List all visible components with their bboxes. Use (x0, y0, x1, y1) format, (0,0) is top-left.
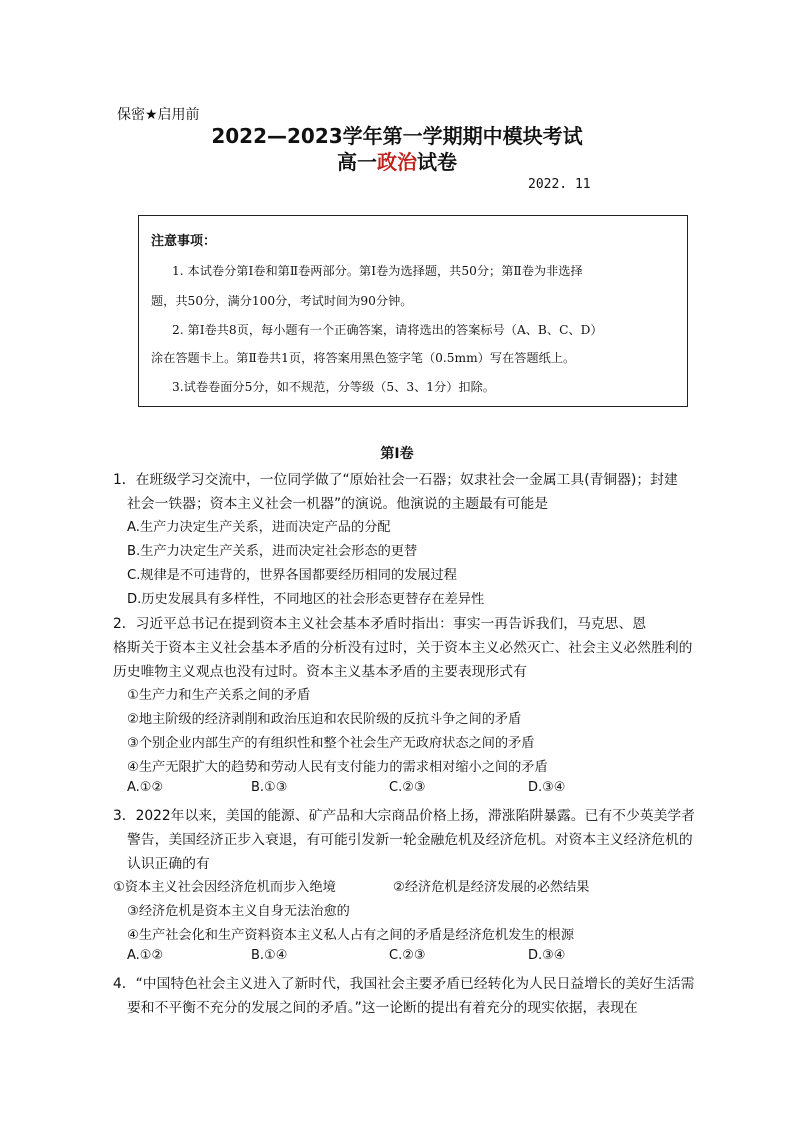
question-4-stem-line: 4．“中国特色社会主义进入了新时代，我国社会主要矛盾已经转化为人民日益增长的美好生活需 (113, 976, 695, 992)
exam-date: 2022. 11 (528, 177, 591, 192)
question-2-choice-c: C.②③ (389, 780, 426, 795)
question-2-choice-d: D.③④ (528, 780, 566, 795)
question-2-item: ②地主阶级的经济剥削和政治压迫和农民阶级的反抗斗争之间的矛盾 (127, 712, 522, 727)
question-3-item: ④生产社会化和生产资料资本主义私人占有之间的矛盾是经济危机发生的根源 (127, 928, 575, 943)
section-title: 第Ⅰ卷 (380, 446, 414, 462)
question-2-stem-line: 历史唯物主义观点也没有过时。资本主义基本矛盾的主要表现形式有 (113, 664, 527, 680)
question-2-stem-line: 2．习近平总书记在提到资本主义社会基本矛盾时指出：事实一再告诉我们，马克思、恩 (113, 616, 647, 632)
question-1-option-b: B.生产力决定生产关系，进而决定社会形态的更替 (127, 544, 418, 559)
question-3-choice-a: A.①② (127, 948, 164, 963)
notice-line: 2. 第Ⅰ卷共8页，每小题有一个正确答案，请将选出的答案标号（A、B、C、D） (172, 323, 603, 337)
exam-title: 2022—2023学年第一学期期中模块考试 (211, 124, 583, 148)
question-1-stem-line: 1．在班级学习交流中，一位同学做了“原始社会一石器；奴隶社会一金属工具(青铜器)；封建 (113, 472, 678, 488)
question-3-item: ③经济危机是资本主义自身无法治愈的 (127, 904, 350, 919)
question-2-item: ③个别企业内部生产的有组织性和整个社会生产无政府状态之间的矛盾 (127, 736, 535, 751)
question-3-item: ①资本主义社会因经济危机而步入绝境 (113, 880, 336, 895)
question-1-option-c: C.规律是不可违背的，世界各国都要经历相同的发展过程 (127, 568, 457, 583)
question-1-option-d: D.历史发展具有多样性，不同地区的社会形态更替存在差异性 (127, 592, 485, 607)
notice-line: 1. 本试卷分第Ⅰ卷和第Ⅱ卷两部分。第Ⅰ卷为选择题，共50分；第Ⅱ卷为非选择 (172, 264, 583, 278)
question-3-item: ②经济危机是经济发展的必然结果 (393, 880, 590, 895)
notice-box (138, 215, 688, 407)
question-1-option-a: A.生产力决定生产关系，进而决定产品的分配 (127, 520, 391, 535)
question-3-stem-line: 3．2022年以来，美国的能源、矿产品和大宗商品价格上扬，滞涨陷阱暴露。已有不少英美学者 (113, 808, 695, 824)
notice-line: 涂在答题卡上。第Ⅱ卷共1页，将答案用黑色签字笔（0.5mm）写在答题纸上。 (151, 351, 576, 365)
question-3-stem-line: 警告，美国经济正步入衰退，有可能引发新一轮金融危机及经济危机。对资本主义经济危机的 (127, 832, 693, 848)
notice-line: 3.试卷卷面分5分，如不规范，分等级（5、3、1分）扣除。 (172, 380, 495, 394)
question-2-choice-b: B.①③ (251, 780, 288, 795)
subtitle-suffix: 试卷 (417, 150, 457, 174)
exam-subtitle (0, 146, 794, 175)
question-2-item: ④生产无限扩大的趋势和劳动人民有支付能力的需求相对缩小之间的矛盾 (127, 760, 548, 775)
question-2-item: ①生产力和生产关系之间的矛盾 (127, 688, 311, 703)
question-3-choice-d: D.③④ (528, 948, 566, 963)
question-2-stem-line: 格斯关于资本主义社会基本矛盾的分析没有过时，关于资本主义必然灭亡、社会主义必然胜利的 (113, 640, 693, 656)
question-4-stem-line: 要和不平衡不充分的发展之间的矛盾。”这一论断的提出有着充分的现实依据，表现在 (127, 1000, 638, 1016)
question-3-stem-line: 认识正确的有 (127, 856, 210, 872)
question-1-stem-line: 社会一铁器；资本主义社会一机器”的演说。他演说的主题最有可能是 (127, 496, 549, 512)
question-3-choice-c: C.②③ (389, 948, 426, 963)
notice-line: 题，共50分，满分100分，考试时间为90分钟。 (151, 294, 413, 308)
subtitle-prefix: 高一 (337, 150, 377, 174)
notice-heading: 注意事项： (151, 234, 217, 249)
question-3-choice-b: B.①④ (251, 948, 288, 963)
confidential-mark: 保密★启用前 (117, 107, 200, 123)
subtitle-subject: 政治 (377, 150, 417, 174)
question-2-choice-a: A.①② (127, 780, 164, 795)
